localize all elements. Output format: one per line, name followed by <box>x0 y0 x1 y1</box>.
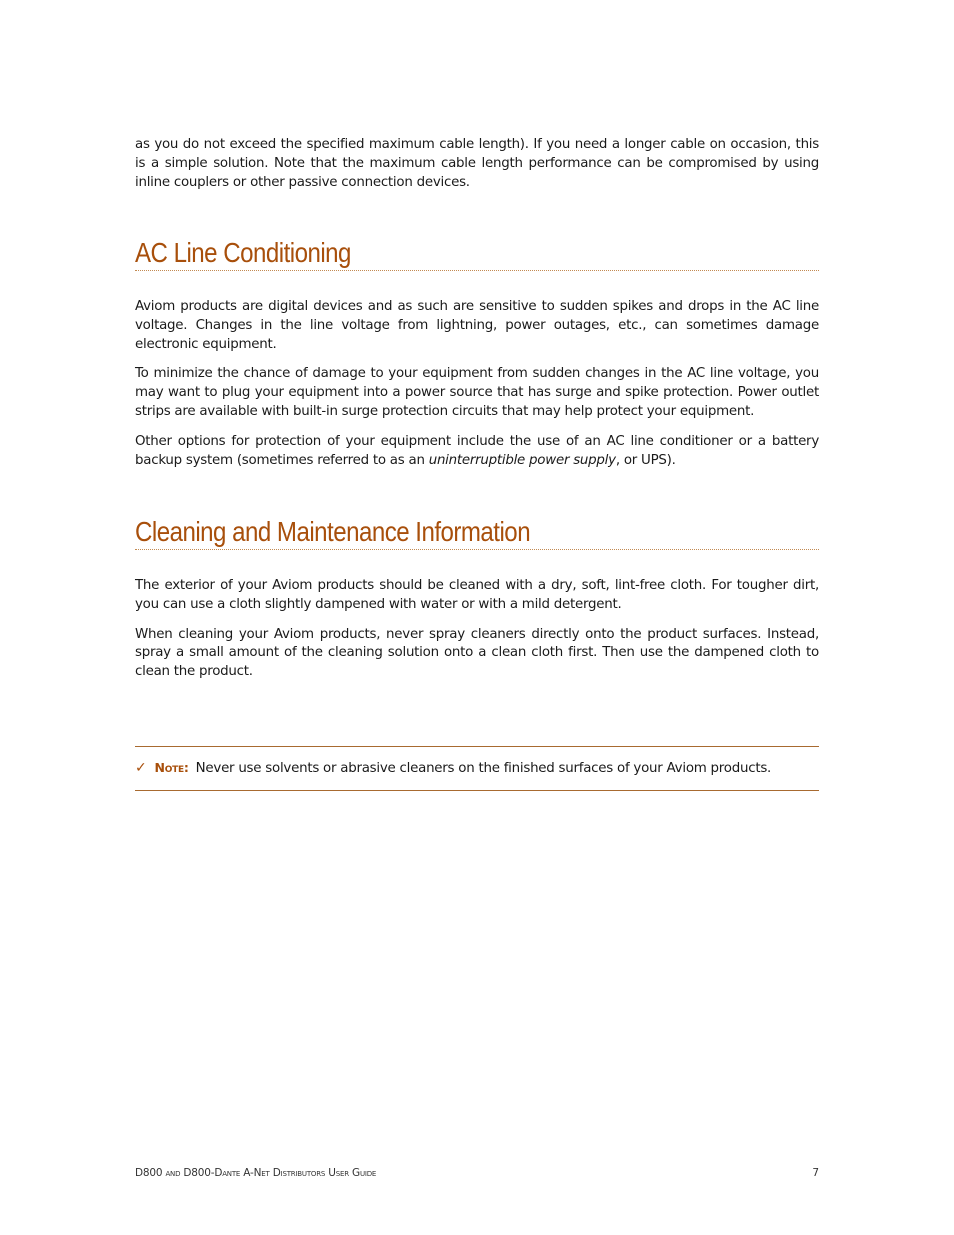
ac-p3-text-before: Other options for protection of your equipment include the use of an AC line conditioner or a battery backup system (sometimes referred to as an <box>135 433 819 468</box>
section-heading-wrap <box>135 236 819 270</box>
section-heading-ac: AC Line Conditioning <box>135 237 351 268</box>
note-box <box>135 746 819 791</box>
heading-dotted-rule <box>135 270 819 271</box>
section-heading-wrap <box>135 515 819 549</box>
ac-paragraph-1: Aviom products are digital devices and as such are sensitive to sudden spikes and drops in the AC line voltage. Changes in the line voltage from lightning, power outages, etc., can sometimes damage electronic equipment. <box>135 299 819 352</box>
cleaning-paragraph-1: The exterior of your Aviom products should be cleaned with a dry, soft, lint-free cloth. For tougher dirt, you can use a cloth slightly dampened with water or with a mild detergent. <box>135 578 819 612</box>
ac-p3-text-after: , or UPS). <box>615 452 676 468</box>
section-cleaning-maintenance <box>135 515 819 682</box>
section-ac-line-conditioning <box>135 236 819 470</box>
cleaning-paragraph-2: When cleaning your Aviom products, never spray cleaners directly onto the product surfaces. Instead, spray a small amount of the cleaning solution onto a clean cloth first. Then use the dampened cloth to clean the product. <box>135 626 819 680</box>
checkmark-icon: ✓ <box>135 760 147 776</box>
ac-paragraph-2: To minimize the chance of damage to your equipment from sudden changes in the AC line voltage, you may want to plug your equipment into a power source that has surge and spike protection. Power outlet strips are available with built-in surge protection circuits that may help protect your equipment. <box>135 366 819 419</box>
intro-paragraph: as you do not exceed the specified maximum cable length). If you need a longer cable on occasion, this is a simple solution. Note that the maximum cable length performance can be compromised by using inline couplers or other passive connection devices. <box>135 137 819 190</box>
note-line <box>135 760 771 776</box>
footer-page-number: 7 <box>812 1167 819 1179</box>
note-text: Never use solvents or abrasive cleaners on the finished surfaces of your Aviom products. <box>195 761 772 776</box>
note-label: Note: <box>154 760 189 775</box>
section-heading-cleaning: Cleaning and Maintenance Information <box>135 516 531 547</box>
section-body <box>135 298 819 470</box>
footer-document-title: D800 and D800-Dante A-Net Distributors User Guide <box>135 1167 377 1179</box>
ac-p3-italic-term: uninterruptible power supply <box>428 452 616 468</box>
heading-dotted-rule <box>135 549 819 550</box>
ac-paragraph-3 <box>135 433 819 471</box>
section-body <box>135 577 819 682</box>
intro-paragraph-block <box>135 136 819 192</box>
